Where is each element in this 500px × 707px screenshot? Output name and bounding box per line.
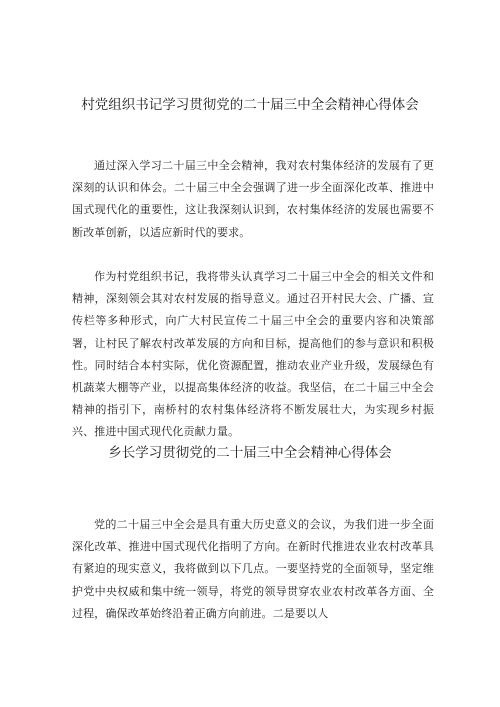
body-paragraph: 通过深入学习二十届三中全会精神，我对农村集体经济的发展有了更深刻的认识和体会。二十届三中全会强调了进一步全面深化改革、推进中国式现代化的重要性，这让我深刻认识到，农村集体经济的发展也需要不断改革创新，以适应新时代的要求。: [72, 159, 434, 239]
article-title: 村党组织书记学习贯彻党的二十届三中全会精神心得体会: [81, 97, 419, 113]
body-paragraph: 党的二十届三中全会是具有重大历史意义的会议，为我们进一步全面深化改革、推进中国式现代化指明了方向。在新时代推进农业农村改革具有紧迫的现实意义，我将做到以下几点。一要坚持党的全面领导，坚定维护党中央权威和集中统一领导，将党的领导贯穿农业农村改革各方面、全过程，确保改革始终沿着正确方向前进。二是要以人: [72, 518, 434, 620]
article-title: 乡长学习贯彻党的二十届三中全会精神心得体会: [108, 445, 392, 461]
body-paragraph: 作为村党组织书记，我将带头认真学习二十届三中全会的相关文件和精神，深刻领会其对农村发展的指导意义。通过召开村民大会、广播、宣传栏等多种形式，向广大村民宣传二十届三中全会的重要内容和决策部署，让村民了解农村改革发展的方向和目标，提高他们的参与意识和积极性。同时结合本村实际，优化资源配置，推动农业产业升级，发展绿色有机蔬菜大棚等产业，以提高集体经济的收益。我坚信，在二十届三中全会精神的指引下，南桥村的农村集体经济将不断发展壮大，为实现乡村振兴、推进中国式现代化贡献力量。: [72, 270, 434, 439]
